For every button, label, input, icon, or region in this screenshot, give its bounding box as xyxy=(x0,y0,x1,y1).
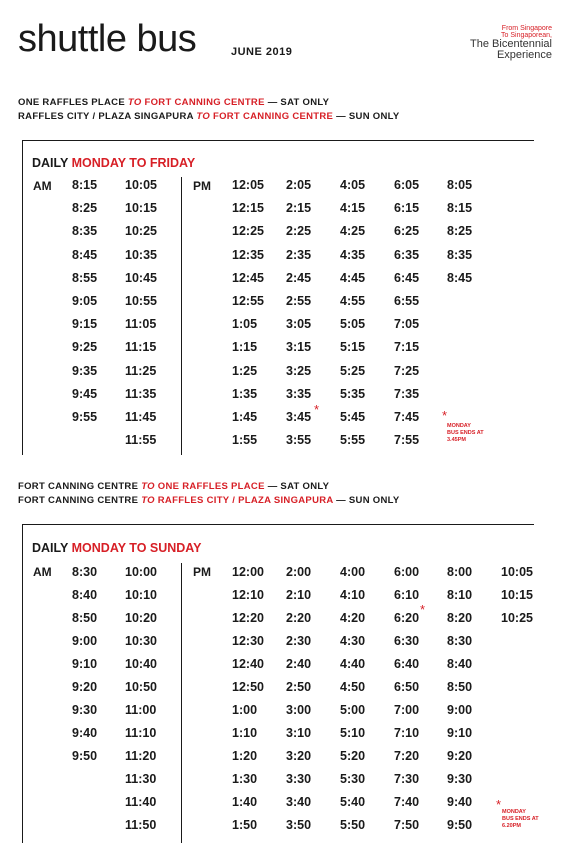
departure-time: 10:45 xyxy=(125,270,157,285)
note-line: 6.20PM xyxy=(502,823,521,830)
table-left-border xyxy=(22,524,23,843)
departure-time: 7:40 xyxy=(394,795,420,809)
departure-time: 9:30 xyxy=(447,772,473,786)
route-to: TO xyxy=(141,481,155,492)
departure-time: 2:05 xyxy=(286,178,312,192)
departure-time: 6:00 xyxy=(394,565,420,579)
table-top-border xyxy=(22,524,534,525)
departure-time: 4:50 xyxy=(340,680,366,694)
departure-time: 5:10 xyxy=(340,726,366,740)
brand-line-1: From Singapore xyxy=(501,25,552,32)
departure-time: 4:45 xyxy=(340,270,366,285)
departure-time: 10:05 xyxy=(125,178,157,192)
brand-line-3: The Bicentennial xyxy=(470,38,552,50)
departure-time: 7:25 xyxy=(394,363,420,378)
departure-time: 12:20 xyxy=(232,611,264,625)
departure-time: 3:45 xyxy=(286,410,312,424)
departure-time: 8:50 xyxy=(447,680,473,694)
route-dest: FORT CANNING CENTRE xyxy=(212,111,334,122)
route-suffix: — SAT ONLY xyxy=(267,481,330,492)
departure-time: 7:50 xyxy=(394,818,420,832)
departure-time: 1:25 xyxy=(232,363,258,378)
departure-time: 3:20 xyxy=(286,749,312,763)
departure-time: 8:10 xyxy=(447,588,473,602)
am-label: AM xyxy=(33,565,52,579)
brand-line-2: To Singaporean, xyxy=(501,32,552,39)
departure-time: 9:00 xyxy=(447,703,473,717)
departure-time: 3:35 xyxy=(286,386,312,401)
route-to: TO xyxy=(196,111,211,122)
departure-time: 11:25 xyxy=(125,363,157,378)
departure-time: 3:25 xyxy=(286,363,312,378)
route-from: FORT CANNING CENTRE xyxy=(18,495,139,506)
departure-time: 11:40 xyxy=(125,795,157,809)
departure-time: 9:55 xyxy=(72,410,98,424)
departure-time: 7:55 xyxy=(394,433,420,448)
departure-time: 10:25 xyxy=(125,224,157,239)
departure-time: 6:10 xyxy=(394,588,420,602)
departure-time: 9:35 xyxy=(72,363,98,378)
departure-time: 4:30 xyxy=(340,634,366,648)
departure-time: 2:45 xyxy=(286,270,312,285)
route-suffix: — SUN ONLY xyxy=(336,111,400,122)
route-to: TO xyxy=(141,495,155,506)
departure-time: 9:50 xyxy=(447,818,473,832)
am-pm-divider xyxy=(181,563,182,843)
page-title: shuttle bus xyxy=(18,18,197,60)
departure-time: 5:50 xyxy=(340,818,366,832)
departure-time: 6:55 xyxy=(394,294,420,308)
departure-time: 6:50 xyxy=(394,680,420,694)
departure-time: 7:35 xyxy=(394,386,420,401)
departure-time: 2:55 xyxy=(286,294,312,308)
departure-time: 2:30 xyxy=(286,634,312,648)
departure-time: 12:40 xyxy=(232,657,264,671)
departure-time: 8:25 xyxy=(447,224,473,239)
departure-time: 3:50 xyxy=(286,818,312,832)
departure-time: 6:35 xyxy=(394,247,420,262)
days-label: MONDAY TO SUNDAY xyxy=(71,541,202,555)
departure-time: 5:30 xyxy=(340,772,366,786)
departure-time: 5:45 xyxy=(340,410,366,424)
departure-time: 3:55 xyxy=(286,433,312,448)
departure-time: 8:35 xyxy=(72,224,98,239)
note-marker: * xyxy=(496,797,502,812)
schedule-heading xyxy=(32,541,202,555)
departure-time: 3:00 xyxy=(286,703,312,717)
departure-time: 9:45 xyxy=(72,386,98,401)
departure-time: 8:50 xyxy=(72,611,98,625)
departure-time: 9:05 xyxy=(72,294,98,308)
table-left-border xyxy=(22,140,23,455)
departure-time: 5:00 xyxy=(340,703,366,717)
departure-time: 10:05 xyxy=(501,565,533,579)
departure-time: 10:15 xyxy=(501,588,533,602)
departure-time: 6:25 xyxy=(394,224,420,239)
departure-time: 5:55 xyxy=(340,433,366,448)
departure-time: 10:30 xyxy=(125,634,157,648)
departure-time: 1:40 xyxy=(232,795,258,809)
departure-time: 8:40 xyxy=(447,657,473,671)
departure-time: 10:00 xyxy=(125,565,157,579)
departure-time: 1:30 xyxy=(232,772,258,786)
departure-time: 1:10 xyxy=(232,726,258,740)
departure-time: 9:20 xyxy=(447,749,473,763)
note-line: MONDAY xyxy=(447,423,471,429)
route-suffix: — SUN ONLY xyxy=(336,495,400,506)
departure-time: 1:15 xyxy=(232,340,258,355)
route-line-1 xyxy=(18,97,329,108)
am-pm-divider xyxy=(181,177,182,455)
departure-time: 10:20 xyxy=(125,611,157,625)
departure-time: 8:25 xyxy=(72,201,98,216)
route-dest: ONE RAFFLES PLACE xyxy=(157,481,265,492)
departure-time: 4:20 xyxy=(340,611,366,625)
departure-time: 6:15 xyxy=(394,201,420,216)
departure-time: 5:15 xyxy=(340,340,366,355)
schedule-note xyxy=(447,423,484,444)
departure-time: 7:45 xyxy=(394,410,420,424)
pm-label: PM xyxy=(193,179,211,193)
departure-time: 9:00 xyxy=(72,634,98,648)
departure-time: 9:25 xyxy=(72,340,98,355)
departure-time: 5:25 xyxy=(340,363,366,378)
departure-time: 5:20 xyxy=(340,749,366,763)
departure-time: 8:30 xyxy=(72,565,98,579)
departure-time: 9:10 xyxy=(72,657,98,671)
departure-time: 7:20 xyxy=(394,749,420,763)
departure-time: 1:00 xyxy=(232,703,258,717)
departure-time: 4:40 xyxy=(340,657,366,671)
departure-time: 9:10 xyxy=(447,726,473,740)
departure-time: 8:35 xyxy=(447,247,473,262)
departure-time: 3:10 xyxy=(286,726,312,740)
route-from: RAFFLES CITY / PLAZA SINGAPURA xyxy=(18,111,194,122)
departure-time: 9:30 xyxy=(72,703,98,717)
page-month: JUNE 2019 xyxy=(231,46,293,58)
departure-time: 12:15 xyxy=(232,201,264,216)
note-line: BUS ENDS AT xyxy=(502,816,539,823)
departure-time: 2:35 xyxy=(286,247,312,262)
departure-time: 10:40 xyxy=(125,657,157,671)
departure-time: 1:05 xyxy=(232,317,258,332)
departure-time: 11:50 xyxy=(125,818,157,832)
departure-time: 8:40 xyxy=(72,588,98,602)
departure-time: 1:35 xyxy=(232,386,258,401)
departure-time: 10:55 xyxy=(125,294,157,308)
departure-time: 9:20 xyxy=(72,680,98,694)
departure-time: 7:10 xyxy=(394,726,420,740)
departure-time: 4:10 xyxy=(340,588,366,602)
departure-time: 11:30 xyxy=(125,772,157,786)
departure-time: 12:45 xyxy=(232,270,264,285)
departure-time: 8:30 xyxy=(447,634,473,648)
departure-time: 4:15 xyxy=(340,201,366,216)
departure-time: 8:55 xyxy=(72,270,98,285)
departure-time: 5:05 xyxy=(340,317,366,332)
departure-time: 8:45 xyxy=(72,247,98,262)
departure-time: 7:00 xyxy=(394,703,420,717)
departure-time: 8:00 xyxy=(447,565,473,579)
daily-label: DAILY xyxy=(32,156,69,170)
departure-time: 7:15 xyxy=(394,340,420,355)
schedule-note xyxy=(502,809,539,830)
departure-time: 2:40 xyxy=(286,657,312,671)
departure-time: 4:35 xyxy=(340,247,366,262)
note-marker: * xyxy=(442,408,448,423)
departure-time: 11:05 xyxy=(125,317,157,332)
departure-time: 6:45 xyxy=(394,270,420,285)
brand-line-4: Experience xyxy=(496,49,552,61)
brand-logo xyxy=(470,25,552,61)
departure-time: 4:55 xyxy=(340,294,366,308)
am-label: AM xyxy=(33,179,52,193)
departure-time: 6:30 xyxy=(394,634,420,648)
departure-time: 9:40 xyxy=(72,726,98,740)
departure-time: 12:30 xyxy=(232,634,264,648)
departure-time: 9:15 xyxy=(72,317,98,332)
departure-time: 11:35 xyxy=(125,386,157,401)
departure-time: 1:20 xyxy=(232,749,258,763)
departure-time: 6:05 xyxy=(394,178,420,192)
departure-time: 4:00 xyxy=(340,565,366,579)
route-from: ONE RAFFLES PLACE xyxy=(18,97,125,108)
departure-time: 1:50 xyxy=(232,818,258,832)
schedule-heading xyxy=(32,156,195,170)
departure-time: 12:35 xyxy=(232,247,264,262)
note-marker: * xyxy=(314,402,320,417)
departure-time: 10:10 xyxy=(125,588,157,602)
route-line-4 xyxy=(18,495,400,506)
departure-time: 8:15 xyxy=(72,178,98,192)
route-to: TO xyxy=(127,97,142,108)
departure-time: 8:05 xyxy=(447,178,473,192)
departure-time: 12:50 xyxy=(232,680,264,694)
departure-time: 11:15 xyxy=(125,340,157,355)
departure-time: 9:40 xyxy=(447,795,473,809)
note-line: MONDAY xyxy=(502,809,526,815)
route-from: FORT CANNING CENTRE xyxy=(18,481,139,492)
note-marker: * xyxy=(420,602,426,617)
days-label: MONDAY TO FRIDAY xyxy=(71,156,196,170)
route-line-2 xyxy=(18,111,400,122)
departure-time: 4:05 xyxy=(340,178,366,192)
departure-time: 12:00 xyxy=(232,565,264,579)
departure-time: 11:55 xyxy=(125,433,157,448)
departure-time: 8:45 xyxy=(447,270,473,285)
departure-time: 8:15 xyxy=(447,201,473,216)
departure-time: 8:20 xyxy=(447,611,473,625)
departure-time: 3:15 xyxy=(286,340,312,355)
departure-time: 12:05 xyxy=(232,178,264,192)
note-line: 3.45PM xyxy=(447,437,466,444)
departure-time: 3:05 xyxy=(286,317,312,332)
departure-time: 11:45 xyxy=(125,410,157,424)
departure-time: 2:00 xyxy=(286,565,312,579)
daily-label: DAILY xyxy=(32,541,69,555)
route-suffix: — SAT ONLY xyxy=(267,97,330,108)
departure-time: 10:35 xyxy=(125,247,157,262)
departure-time: 7:05 xyxy=(394,317,420,332)
departure-time: 12:55 xyxy=(232,294,264,308)
departure-time: 9:50 xyxy=(72,749,98,763)
departure-time: 5:35 xyxy=(340,386,366,401)
departure-time: 2:50 xyxy=(286,680,312,694)
departure-time: 2:20 xyxy=(286,611,312,625)
departure-time: 7:30 xyxy=(394,772,420,786)
departure-time: 2:25 xyxy=(286,224,312,239)
route-dest: FORT CANNING CENTRE xyxy=(144,97,265,108)
route-line-3 xyxy=(18,481,329,492)
note-line: BUS ENDS AT xyxy=(447,430,484,437)
departure-time: 4:25 xyxy=(340,224,366,239)
departure-time: 11:00 xyxy=(125,703,157,717)
departure-time: 12:25 xyxy=(232,224,264,239)
departure-time: 5:40 xyxy=(340,795,366,809)
departure-time: 10:50 xyxy=(125,680,157,694)
departure-time: 11:20 xyxy=(125,749,157,763)
departure-time: 12:10 xyxy=(232,588,264,602)
departure-time: 6:40 xyxy=(394,657,420,671)
departure-time: 3:40 xyxy=(286,795,312,809)
departure-time: 11:10 xyxy=(125,726,157,740)
departure-time: 6:20 xyxy=(394,611,420,625)
departure-time: 1:55 xyxy=(232,433,258,448)
departure-time: 2:15 xyxy=(286,201,312,216)
departure-time: 10:15 xyxy=(125,201,157,216)
departure-time: 2:10 xyxy=(286,588,312,602)
departure-time: 1:45 xyxy=(232,410,258,424)
pm-label: PM xyxy=(193,565,211,579)
table-top-border xyxy=(22,140,534,141)
departure-time: 10:25 xyxy=(501,611,533,625)
departure-time: 3:30 xyxy=(286,772,312,786)
route-dest: RAFFLES CITY / PLAZA SINGAPURA xyxy=(157,495,334,506)
